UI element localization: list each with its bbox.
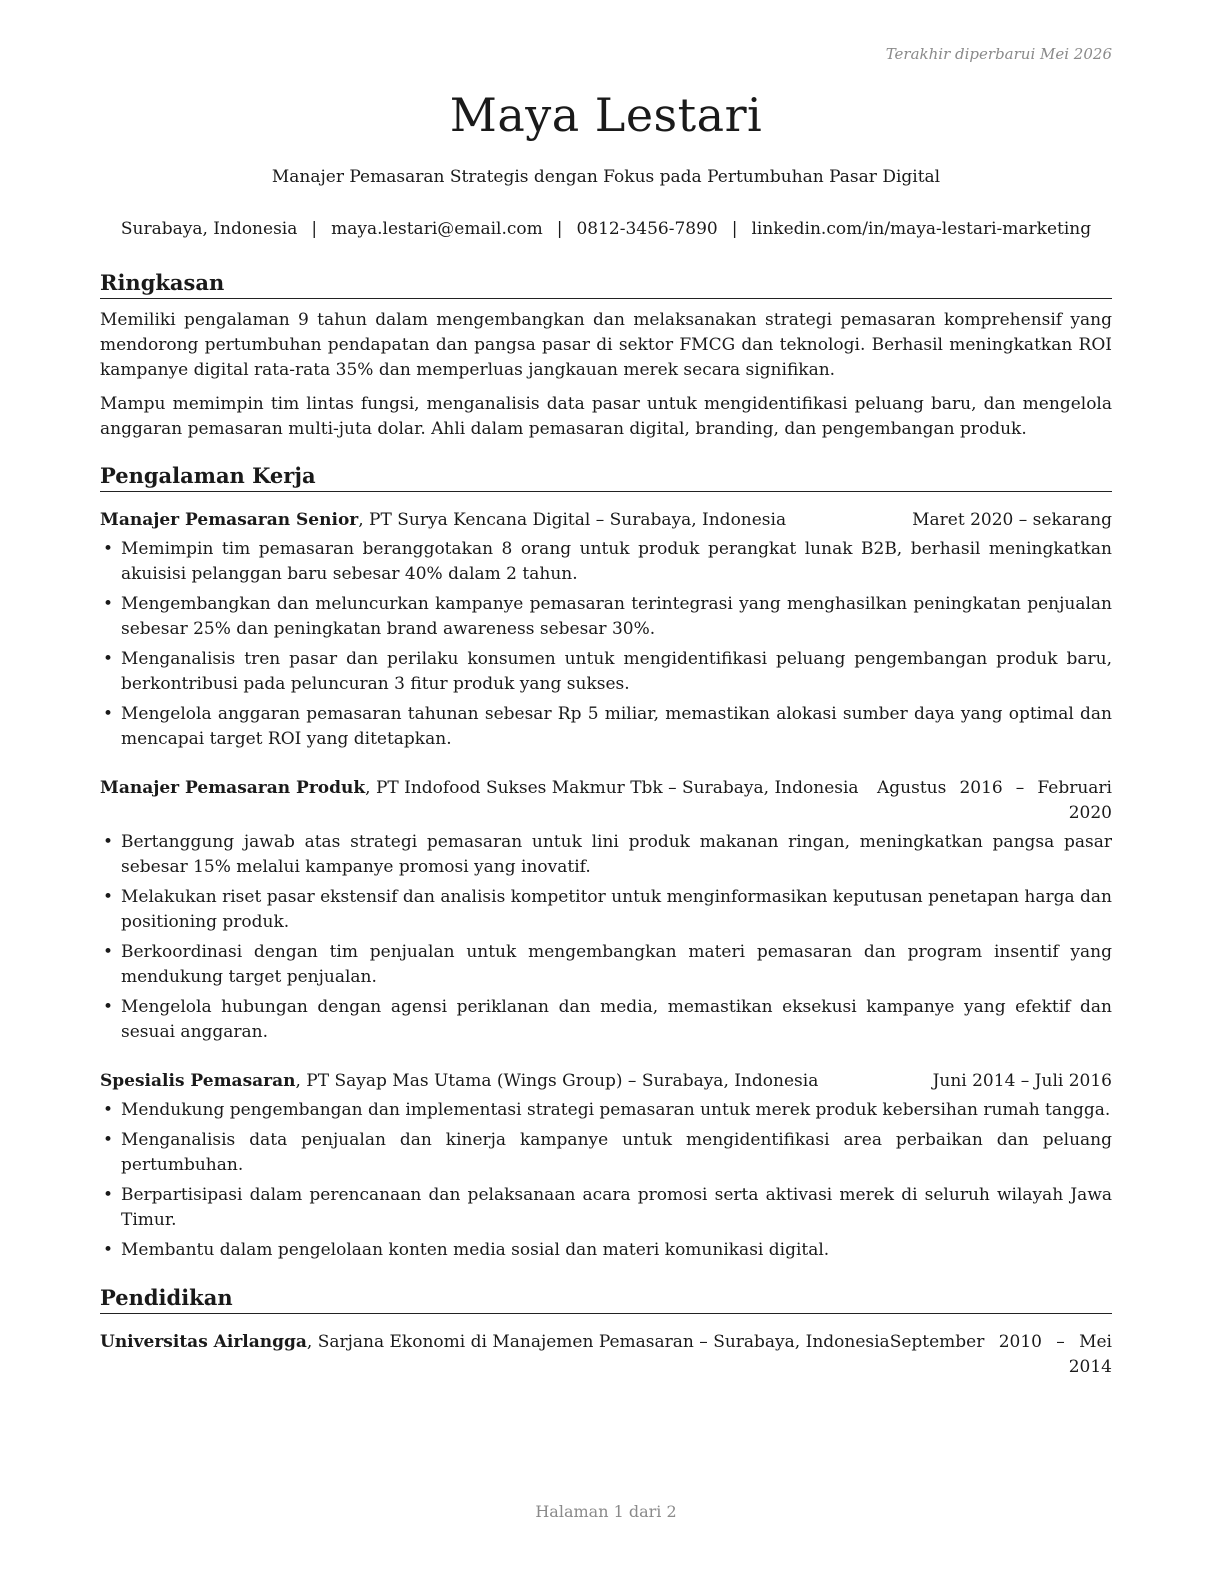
job-bullets [100,537,1112,752]
job-bullet: • Bertanggung jawab atas strategi pemasaran untuk lini produk makanan ringan, meningkatkan pangsa pasar sebesar 15% melalui kampanye promosi yang inovatif. [100,830,1112,880]
job-entry [100,1069,1112,1263]
job-header [100,776,1112,826]
job-dates: Agustus 2016 – Februari 2020 [877,778,1112,823]
job-header [100,1069,1112,1094]
summary-paragraph: Memiliki pengalaman 9 tahun dalam mengembangkan dan melaksanakan strategi pemasaran komprehensif yang mendorong pertumbuhan pendapatan dan pangsa pasar di sektor FMCG dan teknologi. Berhasil meningkatkan ROI kampanye digital rata-rata 35% dan memperluas jangkauan merek secara signifikan. [100,310,1112,380]
job-role: Manajer Pemasaran Produk [100,778,366,798]
resume-page [100,0,1112,1584]
job-bullet: • Berkoordinasi dengan tim penjualan untuk mengembangkan materi pemasaran dan program insentif yang mendukung target penjualan. [100,940,1112,990]
contact-phone: 0812-3456-7890 [576,219,718,239]
job-entry [100,508,1112,752]
page-number: Halaman 1 dari 2 [535,1502,677,1521]
job-bullet: • Berpartisipasi dalam perencanaan dan pelaksanaan acara promosi serta aktivasi merek di seluruh wilayah Jawa Timur. [100,1183,1112,1233]
education-section [100,1285,1112,1380]
last-updated-note: Terakhir diperbarui Mei 2026 [885,45,1112,63]
candidate-headline: Manajer Pemasaran Strategis dengan Fokus pada Pertumbuhan Pasar Digital [271,167,941,187]
job-bullet: • Memimpin tim pemasaran beranggotakan 8 orang untuk produk perangkat lunak B2B, berhasil meningkatkan akuisisi pelanggan baru sebesar 40% dalam 2 tahun. [100,537,1112,587]
job-bullet: • Menganalisis data penjualan dan kinerja kampanye untuk mengidentifikasi area perbaikan dan peluang pertumbuhan. [100,1128,1112,1178]
job-company: , PT Surya Kencana Digital – Surabaya, Indonesia [358,510,787,530]
job-bullets [100,830,1112,1045]
job-role: Spesialis Pemasaran [100,1071,296,1091]
contact-line [100,219,1112,239]
job-bullet: • Mengelola anggaran pemasaran tahunan sebesar Rp 5 miliar, memastikan alokasi sumber daya yang optimal dan mencapai target ROI yang ditetapkan. [100,702,1112,752]
job-company: , PT Indofood Sukses Makmur Tbk – Surabaya, Indonesia [365,778,859,798]
job-company: , PT Sayap Mas Utama (Wings Group) – Surabaya, Indonesia [295,1071,819,1091]
section-title-experience: Pengalaman Kerja [100,463,1112,492]
job-bullet: • Mengembangkan dan meluncurkan kampanye pemasaran terintegrasi yang menghasilkan peningkatan penjualan sebesar 25% dan peningkatan brand awareness sebesar 30%. [100,592,1112,642]
job-dates: Maret 2020 – sekarang [912,510,1112,530]
contact-separator: | [731,219,738,239]
contact-email[interactable]: maya.lestari@email.com [331,219,543,239]
job-bullet: • Melakukan riset pasar ekstensif dan analisis kompetitor untuk menginformasikan keputusan penetapan harga dan positioning produk. [100,885,1112,935]
education-dates: September 2010 – Mei 2014 [889,1332,1112,1377]
candidate-name: Maya Lestari [449,88,763,142]
summary-section [100,270,1112,442]
job-bullet: • Menganalisis tren pasar dan perilaku konsumen untuk mengidentifikasi peluang pengembangan produk baru, berkontribusi pada peluncuran 3 fitur produk yang sukses. [100,647,1112,697]
job-role: Manajer Pemasaran Senior [100,510,359,530]
education-degree: , Sarjana Ekonomi di Manajemen Pemasaran – Surabaya, Indonesia [306,1332,890,1352]
contact-separator: | [556,219,563,239]
contact-separator: | [311,219,318,239]
contact-location: Surabaya, Indonesia [120,219,298,239]
section-title-summary: Ringkasan [100,270,1112,299]
job-dates: Juni 2014 – Juli 2016 [932,1071,1112,1091]
education-school: Universitas Airlangga [100,1332,307,1352]
summary-paragraph: Mampu memimpin tim lintas fungsi, menganalisis data pasar untuk mengidentifikasi peluang baru, dan mengelola anggaran pemasaran multi-juta dolar. Ahli dalam pemasaran digital, branding, dan pengembangan produk. [100,394,1112,439]
contact-linkedin[interactable]: linkedin.com/in/maya-lestari-marketing [751,219,1092,239]
experience-section [100,463,1112,1268]
section-title-education: Pendidikan [100,1285,1112,1314]
job-entry [100,776,1112,1045]
job-header [100,508,1112,533]
job-bullet: • Mengelola hubungan dengan agensi periklanan dan media, memastikan eksekusi kampanye yang efektif dan sesuai anggaran. [100,995,1112,1045]
job-bullet: • Mendukung pengembangan dan implementasi strategi pemasaran untuk merek produk kebersihan rumah tangga. [100,1098,1112,1123]
job-bullet: • Membantu dalam pengelolaan konten media sosial dan materi komunikasi digital. [100,1238,1112,1263]
job-bullets [100,1098,1112,1263]
education-entry [100,1330,1112,1380]
